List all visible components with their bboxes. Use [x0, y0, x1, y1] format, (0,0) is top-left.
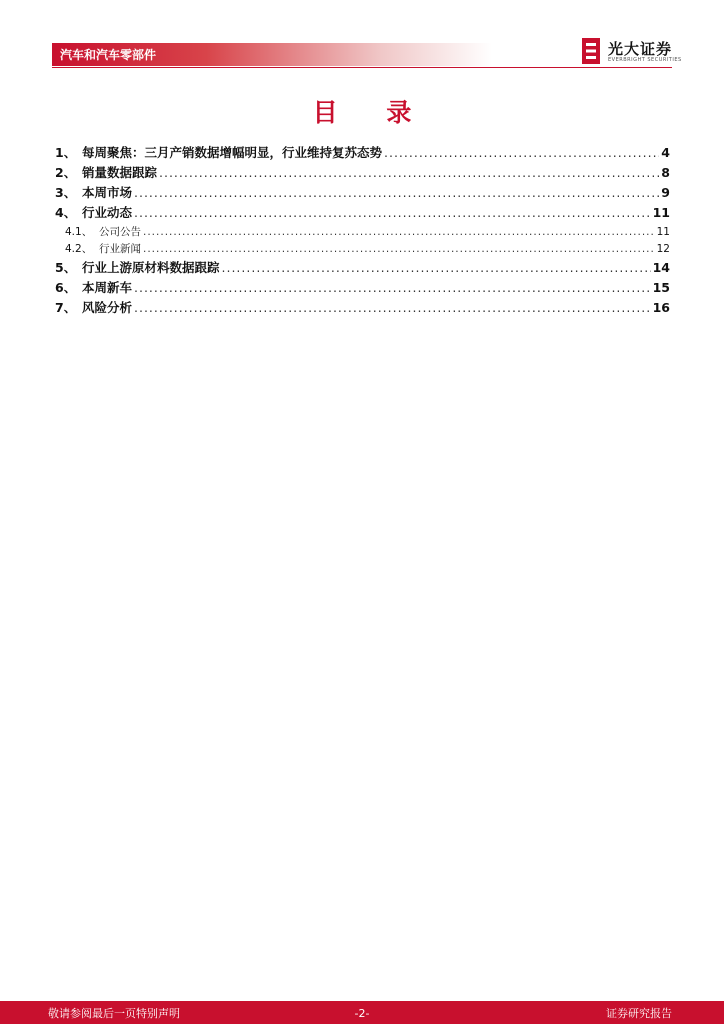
toc-entry-text: 本周市场	[82, 185, 133, 200]
toc-entry-text: 风险分析	[82, 300, 133, 315]
toc-entry-page: 12	[656, 243, 670, 255]
toc-entry-4-1[interactable]	[55, 224, 670, 241]
toc-entry-1[interactable]	[55, 143, 670, 163]
toc-entry-number: 4.2、	[65, 243, 93, 255]
toc-entry-7[interactable]	[55, 298, 670, 318]
toc-entry-2[interactable]	[55, 163, 670, 183]
toc-entry-page: 16	[652, 300, 670, 315]
toc-entry-number: 4、	[55, 205, 77, 220]
toc-entry-4-2[interactable]	[55, 241, 670, 258]
toc-leader-dots	[143, 241, 655, 258]
toc-entry-text: 每周聚焦：三月产销数据增幅明显，行业维持复苏态势	[82, 145, 383, 160]
logo-mark-icon	[582, 38, 600, 64]
toc-entry-number: 4.1、	[65, 226, 93, 238]
toc-entry-page: 11	[652, 205, 670, 220]
toc-entry-number: 2、	[55, 165, 77, 180]
toc-entry-text: 销量数据跟踪	[82, 165, 158, 180]
header-divider	[52, 67, 672, 68]
toc-entry-text: 行业动态	[82, 205, 133, 220]
toc-leader-dots	[134, 278, 651, 298]
logo-name-cn: 光大证券	[608, 40, 673, 58]
toc-entry-4[interactable]	[55, 203, 670, 223]
toc-leader-dots	[134, 298, 651, 318]
toc-entry-page: 15	[652, 280, 670, 295]
toc-title: 目 录	[312, 98, 432, 127]
footer-disclaimer: 敬请参阅最后一页特别声明	[48, 1007, 180, 1020]
toc-entry-3[interactable]	[55, 183, 670, 203]
toc-entry-number: 7、	[55, 300, 77, 315]
toc-entry-number: 1、	[55, 145, 77, 160]
toc-entry-text: 本周新车	[82, 280, 133, 295]
toc-entry-page: 9	[661, 185, 670, 200]
toc-entry-text: 行业新闻	[99, 243, 141, 255]
toc-entry-number: 6、	[55, 280, 77, 295]
footer-report-type: 证券研究报告	[606, 1007, 672, 1020]
toc-leader-dots	[134, 183, 659, 203]
toc-entry-page: 4	[661, 145, 670, 160]
toc-entry-6[interactable]	[55, 278, 670, 298]
toc-entry-5[interactable]	[55, 258, 670, 278]
toc-leader-dots	[384, 143, 659, 163]
toc-leader-dots	[134, 203, 651, 223]
toc-entry-page: 11	[656, 226, 670, 238]
toc-entry-number: 5、	[55, 260, 77, 275]
footer-page-number: -2-	[354, 1007, 370, 1020]
logo-name-en: EVERBRIGHT SECURITIES	[608, 57, 682, 63]
toc-entry-page: 8	[661, 165, 670, 180]
footer-bar	[0, 1001, 724, 1024]
company-logo	[582, 38, 682, 66]
toc-entry-text: 公司公告	[99, 226, 141, 238]
toc-entry-page: 14	[652, 260, 670, 275]
toc-leader-dots	[143, 224, 655, 241]
header-category: 汽车和汽车零部件	[60, 48, 157, 62]
toc-leader-dots	[222, 258, 651, 278]
toc-entry-text: 行业上游原材料数据跟踪	[82, 260, 220, 275]
toc-leader-dots	[159, 163, 659, 183]
toc-entry-number: 3、	[55, 185, 77, 200]
